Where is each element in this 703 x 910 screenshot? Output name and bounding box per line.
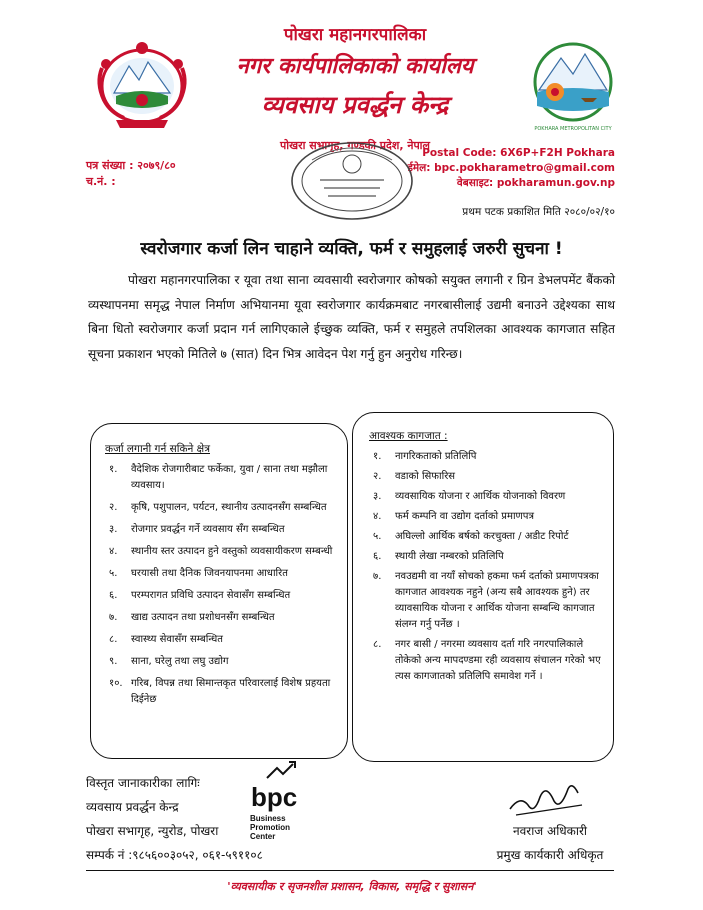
documents-box [352, 412, 614, 762]
list-item: ५. घरयासी तथा दैनिक जिवनयापनमा आधारित [109, 568, 288, 579]
list-item: १. वैदेशिक रोजगारीबाट फर्केका, युवा / साना तथा मझौला व्यवसाय। [109, 464, 328, 491]
documents-heading: आवश्यक कागजात : [369, 430, 448, 442]
list-item: ८. स्वास्थ्य सेवासँग सम्बन्धित [109, 634, 223, 645]
list-item: १. नागरिकताको प्रतिलिपि [373, 451, 477, 462]
list-item: ३. व्यवसायिक योजना र आर्थिक योजनाको विवरण [373, 491, 566, 502]
nepal-emblem-logo [84, 38, 200, 130]
sectors-box [90, 423, 348, 759]
notice-title: स्वरोजगार कर्जा लिन चाहाने व्यक्ति, फर्म र समुहलाई जरुरी सुचना ! [140, 239, 563, 259]
org-name: पोखरा महानगरपालिका [283, 25, 427, 45]
website[interactable]: वेबसाइट: pokharamun.gov.np [456, 177, 615, 189]
footer-slogan: 'व्यवसायीक र सृजनशील प्रशासन, विकास, समृद्धि र सुशासन' [227, 880, 477, 893]
signature [506, 775, 588, 821]
list-item: २. वडाको सिफारिस [373, 471, 456, 482]
list-item: १०. गरिब, विपन्न तथा सिमान्तकृत परिवारलाई विशेष प्रहयता दिईनेछ [109, 678, 331, 705]
list-item: ६. स्थायी लेखा नम्बरको प्रतिलिपि [373, 551, 504, 562]
list-item: ८. नगर बासी / नगरमा व्यवसाय दर्ता गरि नगरपालिकाले तोकेको अन्य मापदण्डमा रही व्यवसाय संचालन गरेको भए त्यस कागजातको प्रतिलिपि समावेश गर्ने । [373, 639, 601, 682]
list-item: ६. परम्परागत प्रविधि उत्पादन सेवासँग सम्बन्धित [109, 590, 291, 601]
sectors-heading: कर्जा लगानी गर्न सकिने क्षेत्र [105, 443, 210, 455]
office-name: नगर कार्यपालिकाको कार्यालय [236, 54, 474, 79]
official-stamp [282, 140, 422, 222]
bpc-abbr: bpc [251, 782, 298, 812]
list-item: ९. साना, घरेलु तथा लघु उद्योग [109, 656, 229, 667]
pokhara-metro-logo [525, 40, 621, 136]
email[interactable]: ईमेल: bpc.pokharametro@gmail.com [407, 162, 615, 174]
footer-divider [86, 870, 614, 871]
published-date: प्रथम पटक प्रकाशित मिति २०८०/०२/१० [462, 206, 615, 218]
postal-code: Postal Code: 6X6P+F2H Pokhara [422, 147, 615, 159]
list-item: ४. फर्म कम्पनि वा उद्योग दर्ताको प्रमाणपत्र [373, 511, 534, 522]
dispatch-number: च.नं. : [86, 175, 116, 188]
signatory-name: नवराज अधिकारी [512, 824, 588, 838]
contact-info-label: विस्तृत जानाकारीका लागिः [86, 776, 200, 790]
office-address: पोखरा सभागृह, गण्डकी प्रदेश, नेपाल [279, 139, 430, 152]
bpc-name: Business Promotion Center [250, 814, 290, 841]
contact-info-office: व्यवसाय प्रवर्द्धन केन्द्र [86, 800, 179, 814]
list-item: ७. खाद्य उत्पादन तथा प्रशोधनसँग सम्बन्धित [109, 612, 275, 623]
list-item: ४. स्थानीय स्तर उत्पादन हुने वस्तुको व्यवसायीकरण सम्बन्धी [109, 546, 333, 557]
list-item: ७. नवउद्यमी वा नयाँ सोचको हकमा फर्म दर्ताको प्रमाणपत्रका कागजात आवश्यक नहुने (अन्य सबै आवश्यक हुने) तर व्यावसायिक योजना र आर्थिक योजना सम्बन्धि कागजात संलग्न गर्नु पर्नेछ । [373, 571, 599, 630]
contact-block [408, 146, 615, 191]
list-item: ५. अघिल्लो आर्थिक बर्षको करचुक्ता / अडीट रिपोर्ट [373, 531, 569, 542]
list-item: २. कृषि, पशुपालन, पर्यटन, स्थानीय उत्पादनसँग सम्बन्धित [109, 502, 327, 513]
list-item: ३. रोजगार प्रवर्द्धन गर्ने व्यवसाय सँग सम्बन्धित [109, 524, 285, 535]
center-name: व्यवसाय प्रवर्द्धन केन्द्र [261, 91, 449, 119]
notice-body: पोखरा महानगरपालिका र यूवा तथा साना व्यवसायी स्वरोजगार कोषको सयुक्त लगानी र ग्रिन डेभलपमेंट बैंकको व्यस्थापनमा समृद्ध नेपाल निर्माण अभियानमा यूवा स्वरोजगार कार्यक्रमबाट नगरबासीलाई उद्यमी बनाउने उद्देश्यका साथ बिना धितो स्वरोजगार कर्जा प्रदान गर्न लागिएकाले ईच्छुक व्यक्ति, फर्म र समुहले तपशिलका आवश्यक कागजात सहित सूचना प्रकाशन भएको मितिले ७ (सात) दिन भित्र आवेदन पेश गर्नु हुन अनुरोध गरिन्छ। [88, 273, 615, 361]
contact-info-address: पोखरा सभागृह, न्युरोड, पोखरा [86, 824, 219, 838]
contact-info-phone: सम्पर्क नं :९८५६००३०५२, ०६१-५९११०८ [86, 848, 263, 862]
reference-number: पत्र संख्या : २०७९/८० [86, 159, 176, 172]
signatory-title: प्रमुख कार्यकारी अधिकृत [496, 848, 604, 862]
right-logo-caption: POKHARA METROPOLITAN CITY [534, 126, 612, 132]
bpc-logo [247, 760, 313, 860]
